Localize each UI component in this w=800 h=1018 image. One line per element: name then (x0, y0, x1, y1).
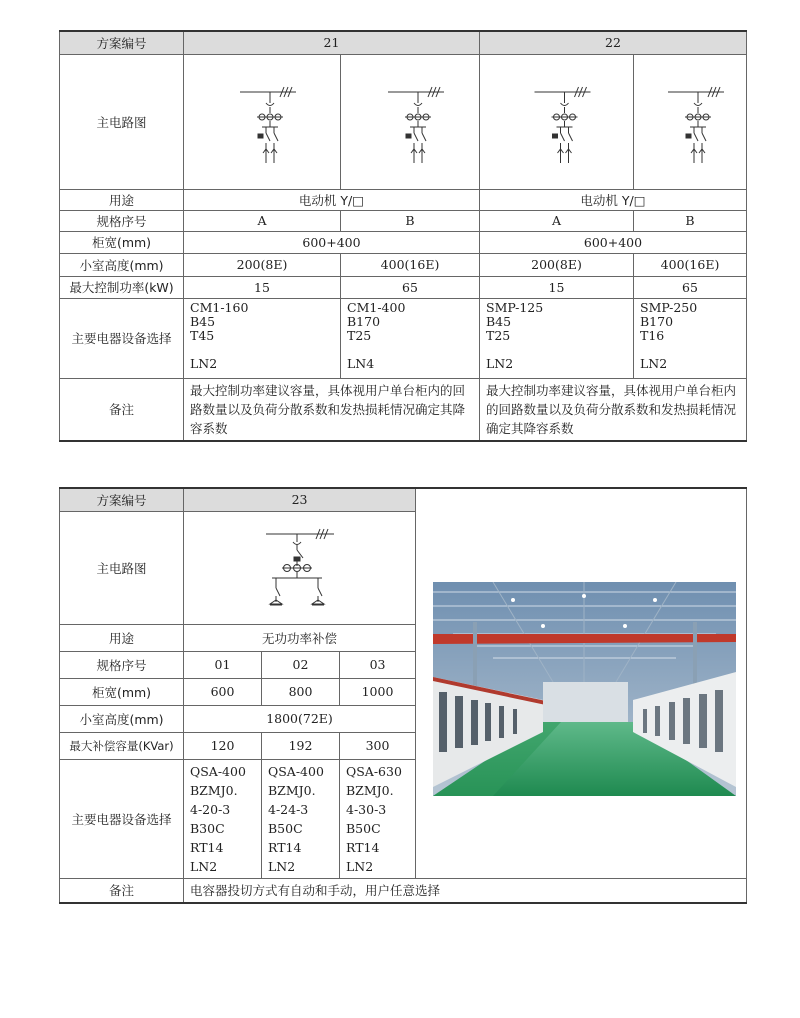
motor-circuit-icon (341, 55, 479, 189)
label-remarks: 备注 (60, 878, 184, 903)
circuit-diagram-21b (341, 54, 480, 189)
height-22b: 400(16E) (634, 253, 747, 276)
spec-22b: B (634, 210, 747, 231)
height-21b: 400(16E) (341, 253, 480, 276)
comp-03: 300 (340, 732, 416, 759)
label-scheme-no: 方案编号 (60, 488, 184, 511)
label-cell-height: 小室高度(mm) (60, 705, 184, 732)
label-main-circuit: 主电路图 (60, 511, 184, 624)
power-21b: 65 (341, 276, 480, 298)
spec-02: 02 (262, 651, 340, 678)
label-equipment: 主要电器设备选择 (60, 298, 184, 378)
width-02: 800 (262, 678, 340, 705)
width-01: 600 (184, 678, 262, 705)
circuit-diagram-22b (634, 54, 747, 189)
circuit-diagram-21a (184, 54, 341, 189)
label-main-circuit: 主电路图 (60, 54, 184, 189)
remark-22: 最大控制功率建议容量，具体视用户单台柜内的回路数量以及负荷分散系数和发热损耗情况确定其降容系数 (480, 378, 747, 441)
power-22a: 15 (480, 276, 634, 298)
label-usage: 用途 (60, 624, 184, 651)
width-22: 600+400 (480, 231, 747, 253)
usage-21: 电动机 Y/□ (184, 189, 480, 210)
spec-21a: A (184, 210, 341, 231)
width-03: 1000 (340, 678, 416, 705)
width-21: 600+400 (184, 231, 480, 253)
motor-circuit-icon (184, 55, 340, 189)
power-21a: 15 (184, 276, 341, 298)
scheme-table-21-22 (59, 30, 747, 442)
label-max-power: 最大控制功率(kW) (60, 276, 184, 298)
height-23: 1800(72E) (184, 705, 416, 732)
remark-23: 电容器投切方式有自动和手动，用户任意选择 (184, 878, 747, 903)
motor-circuit-icon (480, 55, 633, 189)
label-cell-height: 小室高度(mm) (60, 253, 184, 276)
circuit-diagram-23 (184, 511, 416, 624)
equipment-01: QSA-400 BZMJ0. 4-20-3 B30C RT14 LN2 (184, 759, 262, 878)
height-22a: 200(8E) (480, 253, 634, 276)
equipment-03: QSA-630 BZMJ0. 4-30-3 B50C RT14 LN2 (340, 759, 416, 878)
usage-23: 无功功率补偿 (184, 624, 416, 651)
label-spec-no: 规格序号 (60, 651, 184, 678)
comp-01: 120 (184, 732, 262, 759)
label-usage: 用途 (60, 189, 184, 210)
remark-21: 最大控制功率建议容量，具体视用户单台柜内的回路数量以及负荷分散系数和发热损耗情况确定其降容系数 (184, 378, 480, 441)
scheme-no-22: 22 (480, 31, 747, 54)
power-22b: 65 (634, 276, 747, 298)
equipment-22b: SMP-250 B170 T16 LN2 (634, 298, 747, 378)
circuit-diagram-22a (480, 54, 634, 189)
label-cabinet-width: 柜宽(mm) (60, 231, 184, 253)
equipment-21a: CM1-160 B45 T45 LN2 (184, 298, 341, 378)
label-equipment: 主要电器设备选择 (60, 759, 184, 878)
spec-03: 03 (340, 651, 416, 678)
label-spec-no: 规格序号 (60, 210, 184, 231)
comp-02: 192 (262, 732, 340, 759)
label-scheme-no: 方案编号 (60, 31, 184, 54)
spec-22a: A (480, 210, 634, 231)
capacitor-circuit-icon (184, 512, 415, 624)
label-remarks: 备注 (60, 378, 184, 441)
label-max-comp: 最大补偿容量(KVar) (60, 732, 184, 759)
label-cabinet-width: 柜宽(mm) (60, 678, 184, 705)
switchgear-factory-photo (433, 582, 736, 796)
scheme-no-23: 23 (184, 488, 416, 511)
scheme-no-21: 21 (184, 31, 480, 54)
equipment-02: QSA-400 BZMJ0. 4-24-3 B50C RT14 LN2 (262, 759, 340, 878)
height-21a: 200(8E) (184, 253, 341, 276)
equipment-22a: SMP-125 B45 T25 LN2 (480, 298, 634, 378)
spec-21b: B (341, 210, 480, 231)
usage-22: 电动机 Y/□ (480, 189, 747, 210)
motor-circuit-icon (634, 55, 746, 189)
spec-01: 01 (184, 651, 262, 678)
equipment-21b: CM1-400 B170 T25 LN4 (341, 298, 480, 378)
